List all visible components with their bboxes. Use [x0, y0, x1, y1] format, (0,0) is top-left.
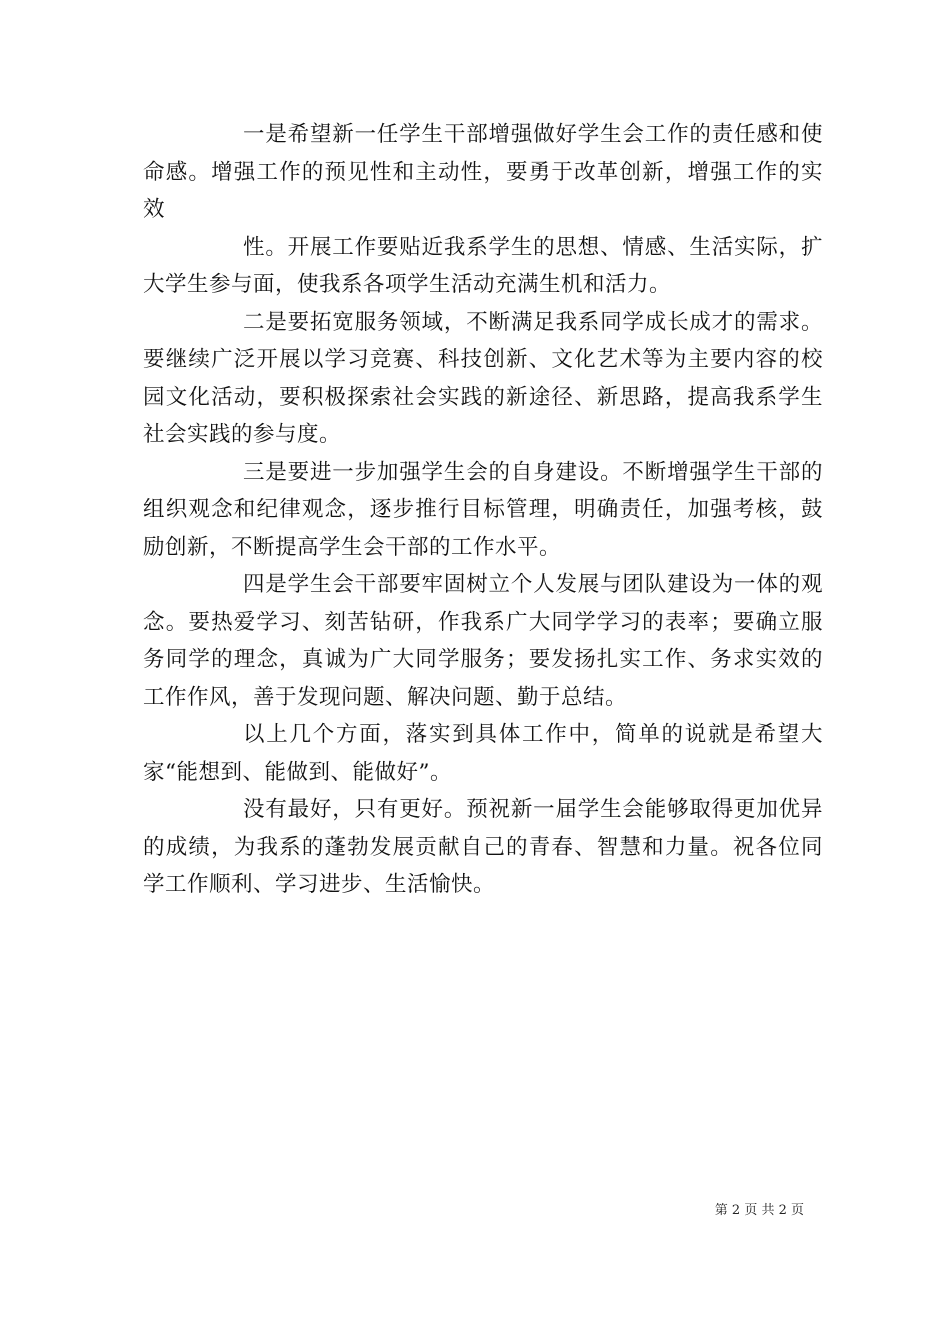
paragraph-3: 三是要进一步加强学生会的自身建设。不断增强学生干部的组织观念和纪律观念，逐步推行目标管理，明确责任，加强考核，鼓励创新，不断提高学生会干部的工作水平。: [143, 459, 823, 560]
page-number-footer: 第 2 页 共 2 页: [714, 1203, 804, 1218]
paragraph-6: 没有最好，只有更好。预祝新一届学生会能够取得更加优异的成绩，为我系的蓬勃发展贡献自己的青春、智慧和力量。祝各位同学工作顺利、学习进步、生活愉快。: [143, 797, 823, 897]
document-body: [143, 116, 823, 904]
paragraph-1-part-1: 一是希望新一任学生干部增强做好学生会工作的责任感和使命感。增强工作的预见性和主动性，要勇于改革创新，增强工作的实效: [143, 122, 823, 222]
paragraph-4: 四是学生会干部要牢固树立个人发展与团队建设为一体的观念。要热爱学习、刻苦钻研，作我系广大同学学习的表率；要确立服务同学的理念，真诚为广大同学服务；要发扬扎实工作、务求实效的工作作风，善于发现问题、解决问题、勤于总结。: [143, 572, 823, 710]
paragraph-5: 以上几个方面，落实到具体工作中，简单的说就是希望大家“能想到、能做到、能做好”。: [143, 722, 823, 785]
paragraph-2: 二是要拓宽服务领域，不断满足我系同学成长成才的需求。要继续广泛开展以学习竞赛、科技创新、文化艺术等为主要内容的校园文化活动，要积极探索社会实践的新途径、新思路，提高我系学生社会实践的参与度。: [143, 309, 823, 447]
paragraph-1-part-2: 性。开展工作要贴近我系学生的思想、情感、生活实际，扩大学生参与面，使我系各项学生活动充满生机和活力。: [143, 234, 823, 297]
paragraph-1: [143, 116, 823, 304]
